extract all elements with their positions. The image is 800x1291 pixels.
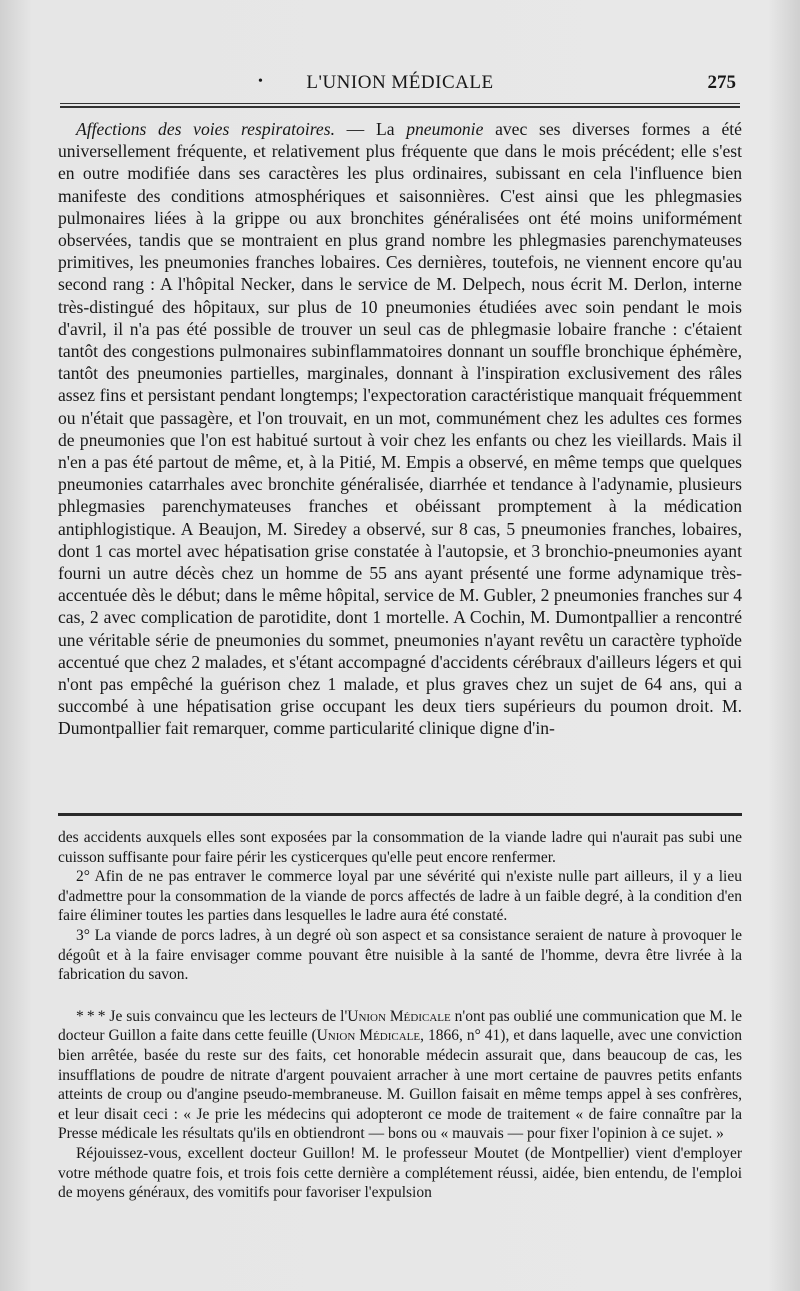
asterism: * * *: [76, 1007, 106, 1025]
heading-dash: — La: [335, 119, 407, 139]
header-mark: •: [258, 74, 263, 89]
section-heading: Affections des voies respiratoires.: [76, 119, 335, 139]
note-1: des accidents auxquels elles sont exposées par la consommation de la viande ladre qui n'aurait pas subi une cuisson suffisante pour faire périr les cysticerques qu'elle peut encore renfermer.: [58, 829, 742, 866]
header-rule: [60, 103, 740, 108]
main-paragraph: [58, 118, 742, 740]
paragraph-body: avec ses diverses formes a été universellement fréquente, et relativement plus fréquente que dans le mois précédent; elle s'est en outre modifiée dans ses caractères les plus ordinaires, subissant en cela l'influence bien manifeste des conditions atmosphériques et saisonnières. C'est ainsi que les phlegmasies pulmonaires liées à la grippe ou aux bronchites généralisées ont été moins uniformément observées, tandis que se montraient en plus grand nombre les phlegmasies parenchymateuses primitives, les pneumonies franches lobaires. Ces dernières, toutefois, ne viennent encore qu'au second rang : A l'hôpital Necker, dans le service de M. Delpech, nous écrit M. Derlon, interne très-distingué des hôpitaux, sur plus de 10 pneumonies étudiées avec soin pendant le mois d'avril, il n'a pas été possible de trouver un seul cas de phlegmasie lobaire franche : c'étaient tantôt des congestions pulmonaires subinflammatoires donnant un souffle bronchique éphémère, tantôt des pneumonies partielles, marginales, donnant à l'inspiration exclusivement des râles assez fins et persistant pendant longtemps; l'expectoration caractéristique manquait fréquemment ou n'était que passagère, et l'on trouvait, en un mot, communément chez les adultes ces formes de pneumonies que l'on est habitué surtout à voir chez les enfants ou chez les vieillards. Mais il n'en a pas été partout de même, et, à la Pitié, M. Empis a observé, en même temps que quelques pneumonies catarrhales avec bronchite généralisée, diarrhée et tendance à l'adynamie, plusieurs phlegmasies parenchymateuses franches et obéissant promptement à la médication antiphlogistique. A Beaujon, M. Siredey a observé, sur 8 cas, 5 pneumonies franches, lobaires, dont 1 cas mortel avec hépatisation grise constatée à l'autopsie, et 3 bronchio-pneumonies ayant fourni un autre décès chez un homme de 55 ans ayant présenté une forme adynamique très-accentuée dès le début; dans le même hôpital, service de M. Gubler, 2 pneumonies franches sur 4 cas, 2 avec complication de parotidite, dont 1 mortelle. A Cochin, M. Dumontpallier a rencontré une véritable série de pneumonies du sommet, pneumonies n'ayant revêtu un caractère typhoïde accentué que chez 2 malades, et s'étant accompagné d'accidents cérébraux d'ailleurs légers et qui n'ont pas empêché la guérison chez 1 malade, et plus graves chez un sujet de 64 ans, qui a succombé à une hépatisation grise occupant les deux tiers supérieurs du poumon droit. M. Dumontpallier fait remarquer, comme particularité clinique digne d'in-: [58, 119, 742, 739]
note-4-text-a: Je suis convaincu que les lecteurs de l': [105, 1007, 348, 1025]
journal-name-1: Union Médicale: [347, 1007, 451, 1025]
note-3: 3° La viande de porcs ladres, à un degré où son aspect et sa consistance seraient de nature à provoquer le dégoût et à la faire envisager comme pouvant être nuisible à la santé de l'homme, devra être livrée à la fabrication du savon.: [58, 926, 742, 984]
note-4-text-b: n'ont pas oublié une communication que M. le docteur Guillon a faite dans cette feuille (: [58, 1007, 743, 1045]
note-2: 2° Afin de ne pas entraver le commerce loyal par une sévérité qui n'existe nulle part ailleurs, il y a lieu d'admettre pour la consommation de la viande de porcs affectés de ladre à un faible degré, à la condition d'en faire éliminer toutes les parties dans lesquelles le ladre aura été constaté.: [58, 868, 742, 925]
page-header: [58, 70, 742, 100]
notes-section: [58, 828, 742, 1203]
journal-name-2: Union Médicale: [316, 1027, 421, 1045]
spacer: [58, 985, 742, 1007]
topic-term: pneumonie: [406, 119, 484, 139]
journal-title: L'UNION MÉDICALE: [306, 72, 494, 93]
section-rule: [58, 813, 742, 816]
note-5: Réjouissez-vous, excellent docteur Guillon! M. le professeur Moutet (de Montpellier) vient d'employer votre méthode quatre fois, et trois fois cette dernière a complétement réussi, aidée, bien entendu, de l'emploi de moyens généraux, des vomitifs pour favoriser l'expulsion: [58, 1144, 742, 1202]
note-4-text-c: , 1866, n° 41), et dans laquelle, avec une conviction bien arrêtée, basée du reste sur des faits, cet honorable médecin assurait que, dans beaucoup de cas, les insufflations de poudre de nitrate d'argent pouvaient arracher à une mort certaine de pauvres petits enfants atteints de croup ou d'angine pseudo-membraneuse. M. Guillon faisait en même temps appel à ses confrères, et leur disait ceci : « Je prie les médecins qui adopteront ce mode de traitement « de faire connaître par la Presse médicale les résultats qu'ils en obtiendront — bons ou « mauvais — pour fixer l'opinion à ce sujet. »: [58, 1027, 743, 1143]
page-number: 275: [707, 72, 736, 93]
note-4: [58, 1007, 742, 1144]
main-text: [58, 118, 742, 740]
